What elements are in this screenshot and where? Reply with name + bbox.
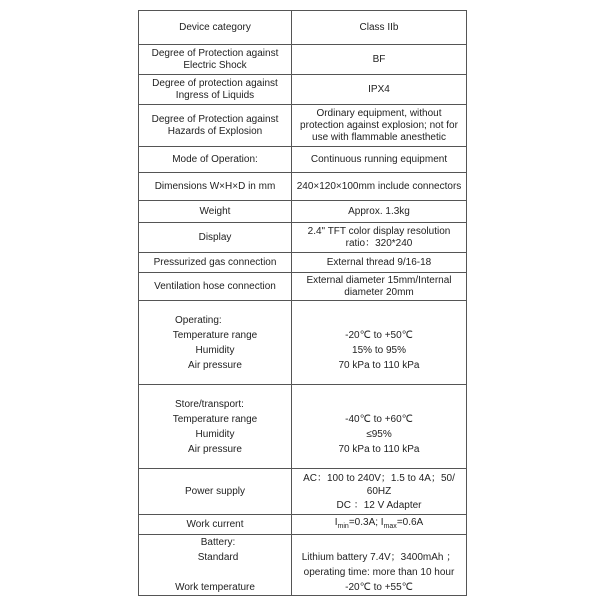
table-row	[139, 223, 467, 253]
row-key: Degree of protection against Ingress of Liquids	[139, 75, 292, 105]
operating-humidity-label: Humidity	[195, 344, 235, 356]
operating-pressure-label: Air pressure	[188, 359, 242, 371]
operating-title: Operating:	[175, 314, 222, 326]
table-row	[139, 515, 467, 535]
table-row	[139, 45, 467, 75]
row-key: Pressurized gas connection	[139, 253, 292, 273]
table-row	[139, 147, 467, 173]
table-row	[139, 201, 467, 223]
row-value: 240×120×100mm include connectors	[292, 173, 467, 201]
table-row	[139, 301, 467, 385]
row-key	[139, 535, 292, 596]
operating-pressure-value: 70 kPa to 110 kPa	[338, 359, 420, 371]
row-key: Work current	[139, 515, 292, 535]
i-min-label: I	[334, 516, 338, 528]
table-row	[139, 385, 467, 469]
row-value: Ordinary equipment, without protection against explosion; not for use with flammable anesthetic	[292, 105, 467, 147]
row-key: Device category	[139, 11, 292, 45]
storage-temp-value: -40℃ to +60℃	[345, 413, 413, 425]
row-value: External diameter 15mm/Internal diameter 20mm	[292, 273, 467, 301]
row-value: IPX4	[292, 75, 467, 105]
row-value: BF	[292, 45, 467, 75]
table-row	[139, 273, 467, 301]
table-row	[139, 75, 467, 105]
table-row	[139, 469, 467, 515]
operating-temp-value: -20℃ to +50℃	[345, 329, 413, 341]
row-value: Approx. 1.3kg	[292, 201, 467, 223]
row-key: Display	[139, 223, 292, 253]
row-value: External thread 9/16-18	[292, 253, 467, 273]
storage-temp-label: Temperature range	[172, 413, 258, 425]
table-row	[139, 173, 467, 201]
row-key: Power supply	[139, 469, 292, 515]
row-key: Degree of Protection against Hazards of Explosion	[139, 105, 292, 147]
table-row	[139, 253, 467, 273]
row-value	[292, 535, 467, 596]
row-key: Mode of Operation:	[139, 147, 292, 173]
i-max-label: I	[380, 516, 384, 528]
row-value: Continuous running equipment	[292, 147, 467, 173]
operating-humidity-value: 15% to 95%	[352, 344, 406, 356]
row-key: Dimensions W×H×D in mm	[139, 173, 292, 201]
row-value	[292, 385, 467, 469]
row-key: Degree of Protection against Electric Shock	[139, 45, 292, 75]
operating-temp-label: Temperature range	[172, 329, 258, 341]
i-max-value: =0.6A	[396, 516, 424, 528]
power-dc: DC ：12 V Adapter	[336, 499, 422, 511]
battery-operating-time: operating time: more than 10 hour	[303, 567, 455, 578]
row-value	[292, 515, 467, 535]
row-value: 2.4" TFT color display resolution ratio：320*240	[292, 223, 467, 253]
row-key	[139, 385, 292, 469]
row-key: Weight	[139, 201, 292, 223]
table-row	[139, 535, 467, 596]
specification-table	[138, 10, 467, 596]
table-row	[139, 11, 467, 45]
i-min-sub: min	[337, 522, 349, 530]
storage-humidity-label: Humidity	[195, 428, 235, 440]
storage-pressure-value: 70 kPa to 110 kPa	[338, 443, 420, 455]
battery-work-temp-label: Work temperature	[175, 582, 255, 593]
battery-standard-label: Standard	[197, 552, 239, 563]
row-key	[139, 301, 292, 385]
storage-title: Store/transport:	[175, 398, 244, 410]
power-ac: AC：100 to 240V；1.5 to 4A；50/ 60HZ	[303, 472, 455, 497]
battery-title: Battery:	[200, 537, 236, 548]
battery-work-temp-value: -20℃ to +55℃	[345, 582, 413, 593]
battery-standard-value: Lithium battery 7.4V；3400mAh ；	[301, 552, 457, 563]
table-row	[139, 105, 467, 147]
storage-pressure-label: Air pressure	[188, 443, 242, 455]
row-value: Class IIb	[292, 11, 467, 45]
i-min-value: =0.3A;	[348, 516, 381, 528]
row-key: Ventilation hose connection	[139, 273, 292, 301]
row-value	[292, 469, 467, 515]
row-value	[292, 301, 467, 385]
i-max-sub: max	[383, 522, 397, 530]
storage-humidity-value: ≤95%	[366, 428, 392, 440]
